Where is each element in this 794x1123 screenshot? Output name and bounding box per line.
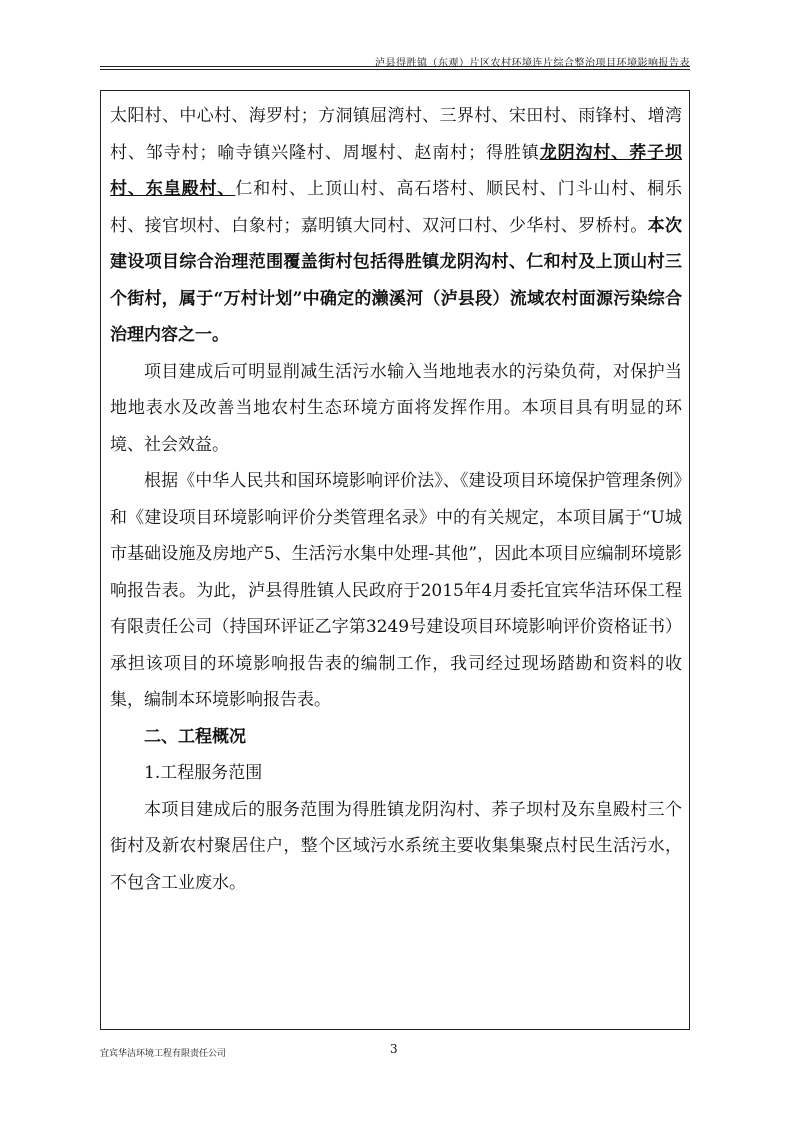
village-list-text: 太阳村、中心村、海罗村；方洞镇屈湾村、三界村、宋田村、雨锋村、增湾村、邹寺村；喻寺镇兴隆村、周堰村、赵南村；得胜镇 (110, 106, 682, 163)
footer-company: 宜宾华洁环境工程有限责任公司 (100, 1049, 227, 1059)
paragraph-legal-basis: 根据《中华人民共和国环境影响评价法》、《建设项目环境保护管理条例》和《建设项目环境影响评价分类管理名录》中的有关规定，本项目属于“U城市基础设施及房地产5、生活污水集中处理-其他”，因此本项目应编制环境影响报告表。为此，泸县得胜镇人民政府于2015年4月委托宜宾华洁环保工程有限责任公司（持国环评证乙字第3249号建设项目环境影响评价资格证书）承担该项目的环境影响报告表的编制工作，我司经过现场踏勘和资料的收集，编制本环境影响报告表。 (110, 471, 682, 710)
paragraph-service-scope: 本项目建成后的服务范围为得胜镇龙阴沟村、荞子坝村及东皇殿村三个街村及新农村聚居住户，整个区域污水系统主要收集集聚点村民生活污水，不包含工业废水。 (110, 799, 682, 893)
paragraph-village-list (110, 98, 682, 354)
page-header-title: 泸县得胜镇（东观）片区农村环境连片综合整治项目环境影响报告表 (375, 58, 690, 69)
village-list-continued: 仁和村、上顶山村、高石塔村、顺民村、门斗山村、桐乐村、接官坝村、白象村；嘉明镇大同村、双河口村、少华村、罗桥村。 (110, 179, 683, 236)
document-body (110, 98, 682, 901)
subsection-title: 1.工程服务范围 (144, 763, 263, 783)
scope-statement-bold: 本次建设项目综合治理范围覆盖街村包括得胜镇龙阴沟村、仁和村及上顶山村三个街村，属于“万村计划”中确定的濑溪河（泸县段）流域农村面源污染综合治理内容之一。 (110, 215, 682, 345)
paragraph-project-benefit: 项目建成后可明显削减生活污水输入当地地表水的污染负荷，对保护当地地表水及改善当地农村生态环境方面将发挥作用。本项目具有明显的环境、社会效益。 (110, 361, 682, 455)
header-rule (100, 66, 690, 67)
header-rule-secondary (100, 69, 690, 70)
section-title: 二、工程概况 (144, 726, 246, 747)
underlined-villages: 龙阴沟村、荞子坝村、东皇殿村、 (110, 142, 683, 199)
page-number: 3 (390, 1042, 398, 1056)
